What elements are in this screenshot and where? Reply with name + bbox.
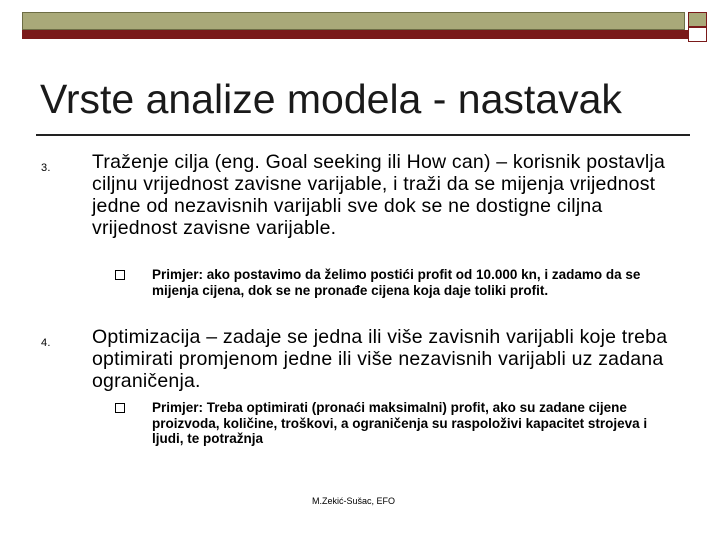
item-number: 4.	[41, 337, 51, 349]
list-item-goal-seeking	[41, 151, 672, 239]
item-text: – zadaje se jedna ili više zavisnih varijabli koje treba optimirati promjenom jedne ili više nezavisnih varijabli uz zadana ograničenja.	[92, 326, 668, 392]
sub-item-text: Primjer: Treba optimirati (pronaći maksimalni) profit, ako su zadane cijene proizvoda, količine, troškovi, a ograničenja su raspoloživi kapacitet strojeva i ljudi, te potražnja	[152, 400, 648, 446]
square-bullet-icon	[115, 403, 125, 413]
item-term: Optimizacija	[92, 326, 201, 348]
sub-item-optimization-example	[152, 400, 672, 447]
slide-title: Vrste analize modela - nastavak	[40, 76, 622, 122]
list-item-optimization	[41, 326, 672, 392]
header-banner-olive	[22, 12, 685, 30]
item-term: Traženje cilja	[92, 151, 209, 173]
corner-square-top	[688, 12, 707, 27]
title-divider	[36, 134, 690, 136]
corner-square-bottom	[688, 27, 707, 42]
item-number: 3.	[41, 162, 51, 174]
item-text: (eng. Goal seeking ili How can) – korisnik postavlja ciljnu vrijednost zavisne varijable, i traži da se mijenja vrijednost jedne od nezavisnih varijabli sve dok se ne dostigne ciljna vrijednost zavisne varijable.	[92, 151, 666, 239]
slide-footer: M.Zekić-Sušac, EFO	[312, 496, 396, 506]
header-banner-red	[22, 30, 706, 39]
sub-item-text: Primjer: ako postavimo da želimo postići profit od 10.000 kn, i zadamo da se mijenja cijena, dok se ne pronađe cijena koja daje toliki profit.	[152, 267, 641, 298]
sub-item-goal-seeking-example	[152, 267, 672, 298]
square-bullet-icon	[115, 270, 125, 280]
